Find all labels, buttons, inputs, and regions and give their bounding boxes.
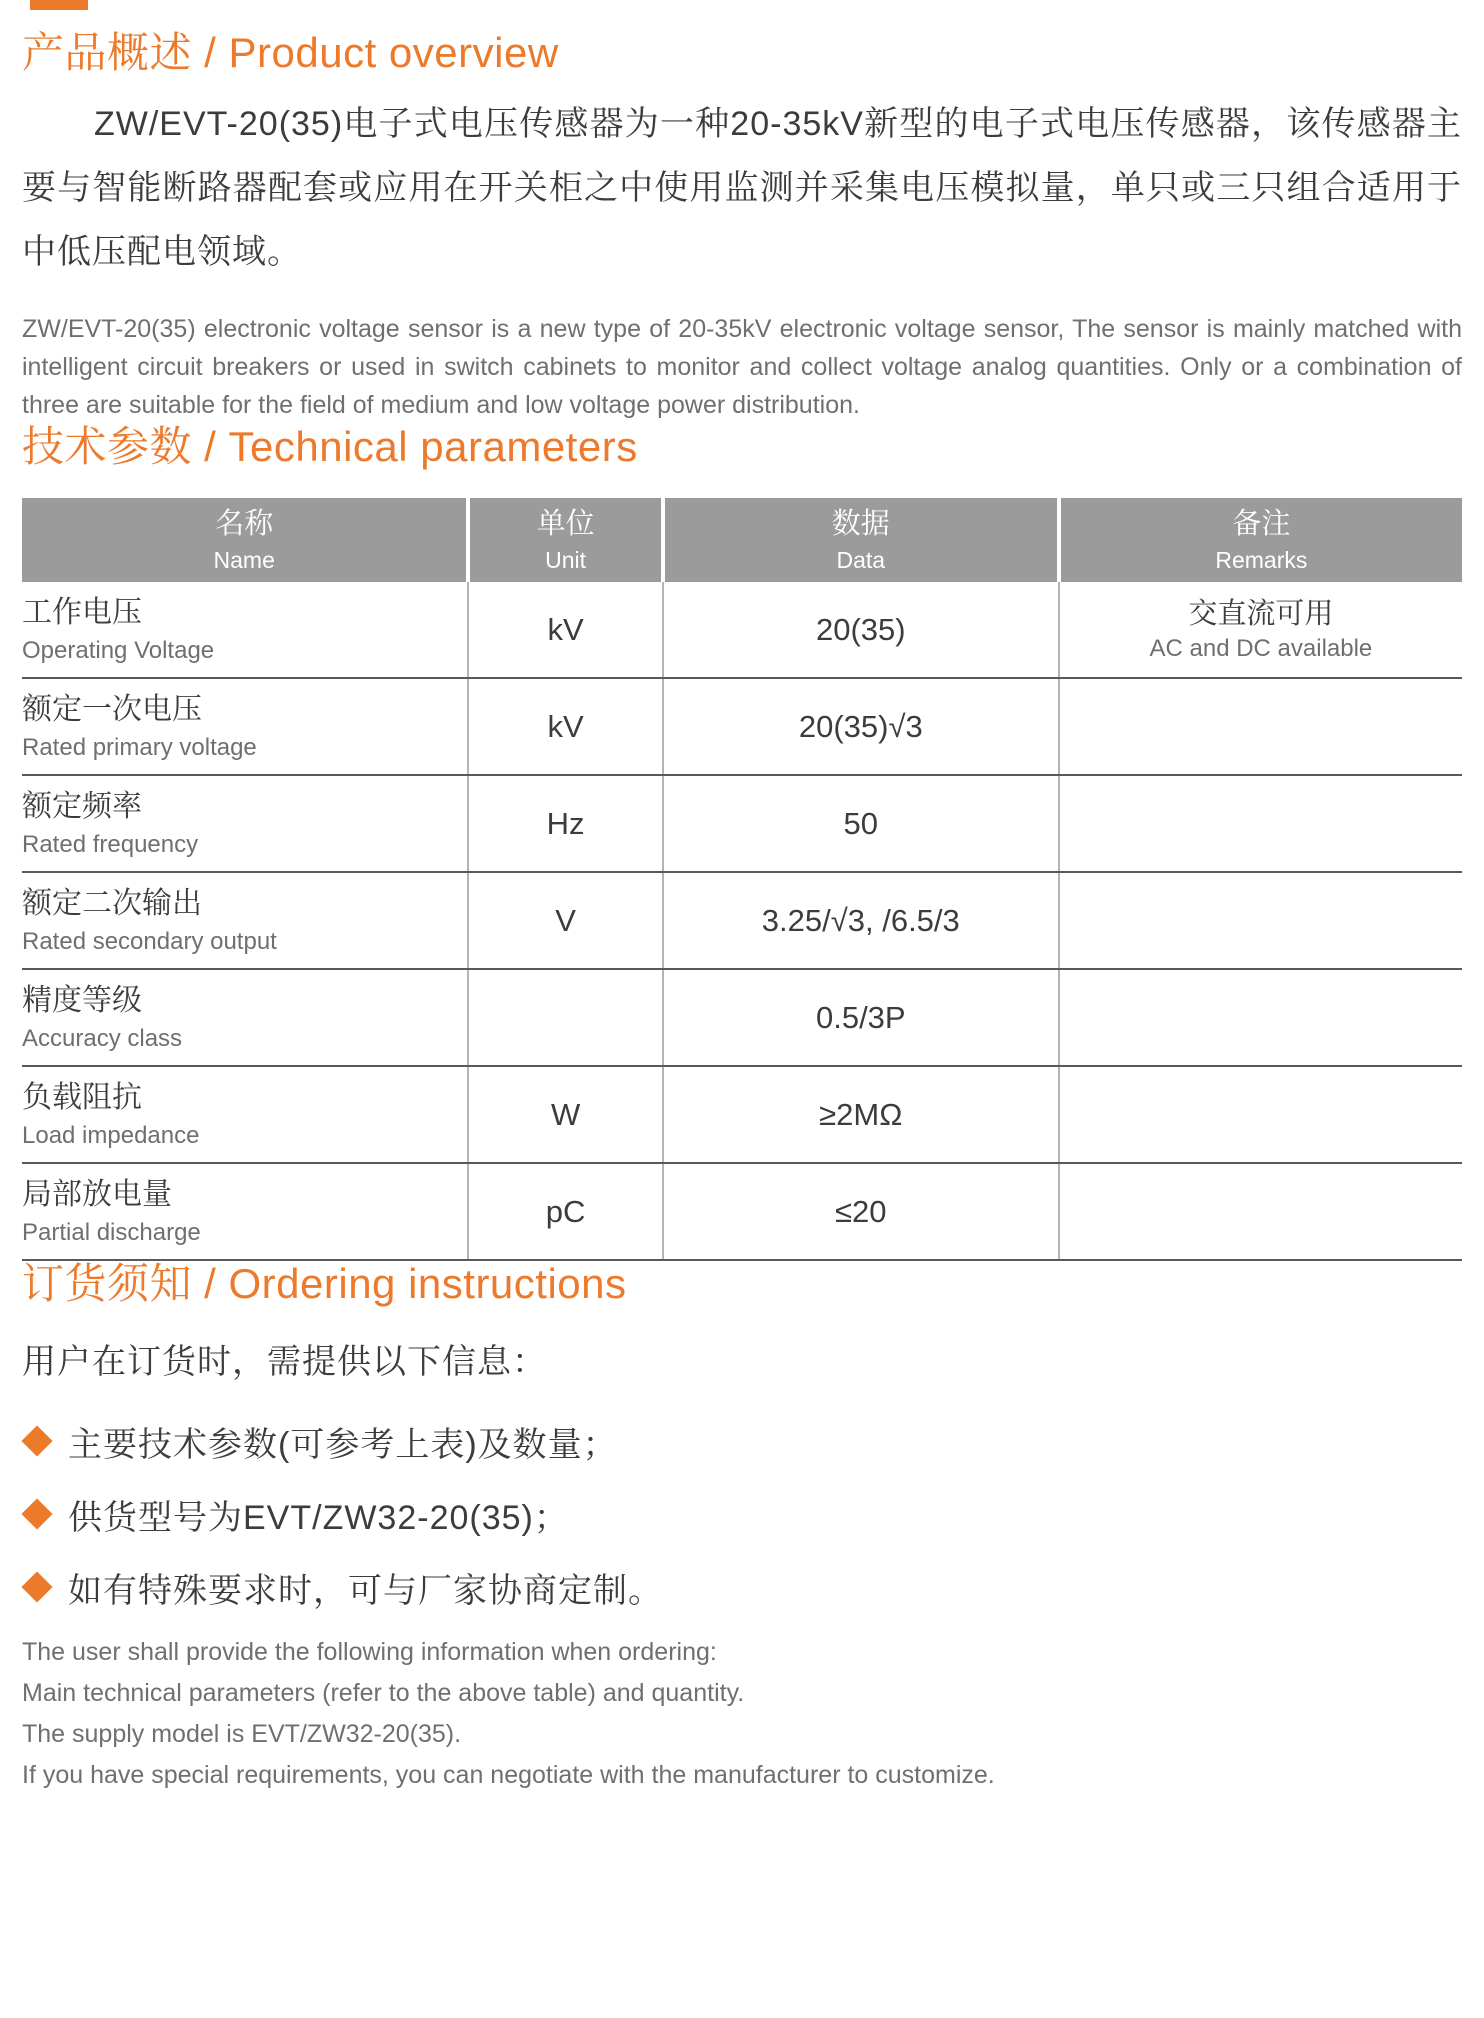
diamond-bullet-icon — [21, 1572, 52, 1603]
param-name-en: Partial discharge — [22, 1218, 201, 1246]
cell-name — [22, 1066, 468, 1163]
param-data: 0.5/3P — [815, 999, 906, 1035]
technical-parameters-heading: 技术参数 / Technical parameters — [22, 423, 638, 471]
column-header-unit-cn: 单位 — [536, 508, 595, 541]
param-unit: W — [550, 1096, 581, 1132]
param-data: ≤20 — [835, 1193, 887, 1229]
table-row-rated-frequency — [22, 775, 1462, 872]
param-data: 20(35) — [815, 611, 906, 647]
ordering-bullet-text: 如有特殊要求时，可与厂家协商定制。 — [68, 1571, 663, 1610]
param-remark-en: AC and DC available — [1149, 635, 1373, 662]
cell-unit — [468, 969, 662, 1066]
technical-parameters-section — [22, 424, 1462, 1261]
table-row-rated-secondary-output — [22, 872, 1462, 969]
note-line: The user shall provide the following information when ordering: — [22, 1637, 717, 1666]
param-unit: pC — [545, 1193, 586, 1229]
param-name-cn: 额定频率 — [22, 790, 142, 824]
column-header-name-cn: 名称 — [215, 508, 274, 541]
cell-name — [22, 582, 468, 678]
param-name-en: Rated primary voltage — [22, 733, 257, 761]
param-name-en: Rated frequency — [22, 830, 199, 858]
cell-data — [663, 678, 1059, 775]
cell-remarks — [1059, 775, 1462, 872]
page-top-orange-fragment — [30, 0, 88, 10]
cell-remarks — [1059, 678, 1462, 775]
param-name-cn: 负载阻抗 — [22, 1081, 142, 1115]
note-line: If you have special requirements, you can negotiate with the manufacturer to customize. — [22, 1760, 995, 1789]
note-line: Main technical parameters (refer to the above table) and quantity. — [22, 1678, 745, 1707]
ordering-bullet-text: 供货型号为EVT/ZW32-20(35)； — [68, 1498, 569, 1537]
param-name-en: Accuracy class — [22, 1024, 183, 1052]
cell-unit — [468, 872, 662, 969]
product-overview-section — [22, 0, 1462, 424]
param-unit: kV — [547, 611, 584, 647]
param-name-cn: 额定一次电压 — [22, 693, 202, 727]
cell-remarks — [1059, 1066, 1462, 1163]
param-name-cn: 额定二次输出 — [22, 887, 202, 921]
param-data: 3.25/√3, /6.5/3 — [761, 902, 960, 938]
cell-data — [663, 969, 1059, 1066]
overview-paragraph-cn: ZW/EVT-20(35)电子式电压传感器为一种20-35kV新型的电子式电压传感器，该传感器主要与智能断路器配套或应用在开关柜之中使用监测并采集电压模拟量，单只或三只组合适用于中低压配电领域。 — [22, 105, 1462, 272]
cell-data — [663, 872, 1059, 969]
cell-name — [22, 678, 468, 775]
column-header-remarks — [1059, 498, 1462, 582]
cell-unit — [468, 1163, 662, 1260]
param-name-cn: 局部放电量 — [22, 1178, 172, 1212]
param-name-cn: 精度等级 — [22, 984, 142, 1018]
cell-name — [22, 1163, 468, 1260]
cell-unit — [468, 678, 662, 775]
table-header — [22, 498, 1462, 582]
ordering-bullet-list — [22, 1417, 1462, 1612]
ordering-bullet-item — [22, 1417, 1462, 1466]
column-header-data-en: Data — [836, 546, 886, 573]
cell-data — [663, 582, 1059, 678]
diamond-bullet-icon — [21, 1499, 52, 1530]
table-row-accuracy-class — [22, 969, 1462, 1066]
param-unit: V — [555, 902, 576, 938]
table-row-load-impedance — [22, 1066, 1462, 1163]
param-name-cn: 工作电压 — [22, 596, 142, 630]
cell-remarks — [1059, 1163, 1462, 1260]
overview-paragraph-en: ZW/EVT-20(35) electronic voltage sensor is a new type of 20-35kV electronic voltage sensor, The sensor is mainly matched with intelligent circuit breakers or used in switch cabinets to monitor and collect voltage analog quantities. Only or a combination of three are suitable for the field of medium and low voltage power distribution. — [22, 315, 1462, 420]
param-data: ≥2MΩ — [819, 1096, 903, 1132]
column-header-data-cn: 数据 — [831, 508, 890, 541]
param-data: 20(35)√3 — [798, 708, 923, 744]
diamond-bullet-icon — [21, 1426, 52, 1457]
product-overview-heading: 产品概述 / Product overview — [22, 29, 559, 76]
ordering-instructions-heading: 订货须知 / Ordering instructions — [22, 1260, 627, 1308]
cell-data — [663, 775, 1059, 872]
cell-name — [22, 775, 468, 872]
cell-unit — [468, 582, 662, 678]
param-data: 50 — [843, 805, 879, 841]
cell-remarks — [1059, 969, 1462, 1066]
column-header-unit — [468, 498, 662, 582]
ordering-intro: 用户在订货时，需提供以下信息： — [22, 1342, 547, 1381]
param-unit: Hz — [546, 805, 585, 841]
table-header-row — [22, 498, 1462, 582]
cell-remarks — [1059, 872, 1462, 969]
cell-unit — [468, 1066, 662, 1163]
column-header-name-en: Name — [213, 546, 275, 573]
note-line: The supply model is EVT/ZW32-20(35). — [22, 1719, 462, 1748]
cell-name — [22, 872, 468, 969]
table-row-partial-discharge — [22, 1163, 1462, 1260]
column-header-remarks-cn: 备注 — [1232, 508, 1291, 541]
ordering-notes-en — [22, 1632, 1462, 1796]
ordering-instructions-section — [22, 1261, 1462, 1795]
table-body — [22, 582, 1462, 1260]
param-name-en: Load impedance — [22, 1121, 200, 1149]
table-row-operating-voltage — [22, 582, 1462, 678]
table-row-rated-primary-voltage — [22, 678, 1462, 775]
column-header-remarks-en: Remarks — [1215, 546, 1308, 573]
cell-unit — [468, 775, 662, 872]
param-name-en: Operating Voltage — [22, 636, 215, 664]
param-unit: kV — [547, 708, 584, 744]
cell-data — [663, 1066, 1059, 1163]
cell-remarks — [1059, 582, 1462, 678]
column-header-name — [22, 498, 468, 582]
ordering-bullet-item — [22, 1490, 1462, 1539]
column-header-data — [663, 498, 1059, 582]
cell-data — [663, 1163, 1059, 1260]
param-name-en: Rated secondary output — [22, 927, 277, 955]
param-remark-cn: 交直流可用 — [1188, 597, 1334, 630]
ordering-bullet-text: 主要技术参数(可参考上表)及数量； — [68, 1425, 618, 1464]
technical-parameters-table — [22, 498, 1462, 1261]
cell-name — [22, 969, 468, 1066]
column-header-unit-en: Unit — [545, 546, 587, 573]
ordering-bullet-item — [22, 1563, 1462, 1612]
